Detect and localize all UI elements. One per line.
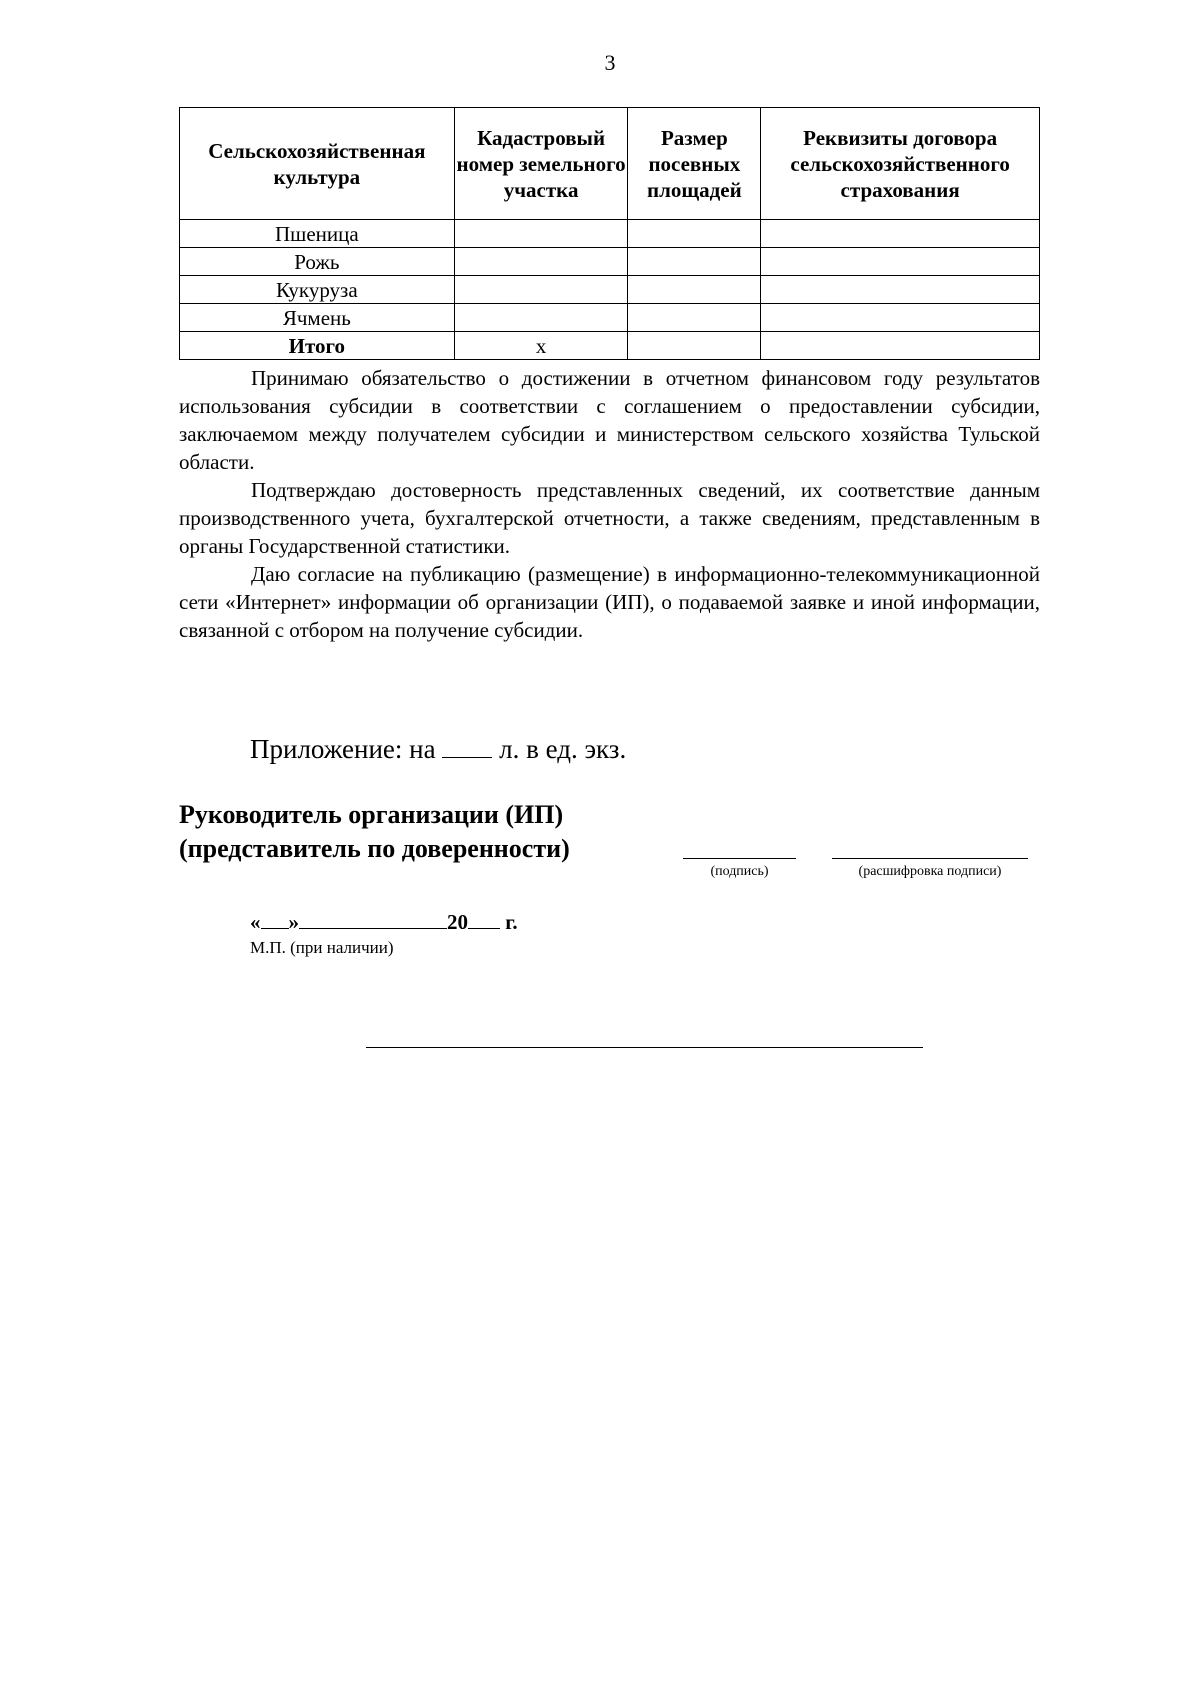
table-row <box>180 276 1040 304</box>
cell-insurance <box>761 220 1040 248</box>
stamp-note: М.П. (при наличии) <box>250 938 394 957</box>
cell-insurance <box>761 276 1040 304</box>
paragraph-obligation: Принимаю обязательство о достижении в отчетном финансовом году результатов использования субсидии в соответствии с соглашением о предоставлении субсидии, заключаемом между получателем субсидии и министерством сельского хозяйства Тульской области. <box>179 366 1040 474</box>
year-suffix: г. <box>505 910 518 934</box>
cell-total-area <box>628 332 761 360</box>
signer-title <box>179 798 570 866</box>
attachment-pages-blank[interactable] <box>442 737 492 758</box>
cell-cadastral <box>454 220 628 248</box>
year-blank[interactable] <box>468 910 500 929</box>
cell-area <box>628 220 761 248</box>
attachment-line <box>250 734 626 765</box>
declaration-text <box>179 364 1040 644</box>
signature-line[interactable] <box>683 858 796 859</box>
cell-crop: Ячмень <box>180 304 455 332</box>
day-blank[interactable] <box>261 910 289 929</box>
attachment-prefix: Приложение: на <box>250 734 436 764</box>
cell-area <box>628 276 761 304</box>
cell-insurance <box>761 304 1040 332</box>
table-row <box>180 304 1040 332</box>
header-cadastral-number: Кадастровый номер земельного участка <box>454 108 628 220</box>
cell-total-cadastral: х <box>454 332 628 360</box>
date-close-quote: » <box>288 910 299 934</box>
cell-total-label: Итого <box>180 332 455 360</box>
table-row <box>180 220 1040 248</box>
cell-crop: Пшеница <box>180 220 455 248</box>
signature-transcript-caption: (расшифровка подписи) <box>858 864 1002 879</box>
year-prefix: 20 <box>447 910 468 934</box>
attachment-suffix: л. в ед. экз. <box>499 734 627 764</box>
cell-insurance <box>761 248 1040 276</box>
month-blank[interactable] <box>299 910 447 929</box>
table-total-row <box>180 332 1040 360</box>
end-divider <box>366 1047 923 1048</box>
signer-line-2: (представитель по доверенности) <box>179 834 570 863</box>
paragraph-consent: Даю согласие на публикацию (размещение) в информационно-телекоммуникационной сети «Интернет» информации об организации (ИП), о подаваемой заявке и иной информации, связанной с отбором на получение субсидии. <box>179 562 1040 642</box>
signature-transcript-line[interactable] <box>832 858 1028 859</box>
cell-crop: Кукуруза <box>180 276 455 304</box>
cell-total-insurance <box>761 332 1040 360</box>
header-sown-area: Размер посевных площадей <box>628 108 761 220</box>
table-header-row <box>180 108 1040 220</box>
header-insurance-details: Реквизиты договора сельскохозяйственного страхования <box>761 108 1040 220</box>
date-line <box>250 910 518 935</box>
table-row <box>180 248 1040 276</box>
cell-cadastral <box>454 276 628 304</box>
cell-area <box>628 248 761 276</box>
cell-cadastral <box>454 248 628 276</box>
signature-caption: (подпись) <box>710 864 769 879</box>
date-open-quote: « <box>250 910 261 934</box>
paragraph-confirmation: Подтверждаю достоверность представленных сведений, их соответствие данным производственного учета, бухгалтерской отчетности, а также сведениям, представленным в органы Государственной статистики. <box>179 478 1040 558</box>
page-number: 3 <box>604 50 616 75</box>
cell-cadastral <box>454 304 628 332</box>
cell-crop: Рожь <box>180 248 455 276</box>
crops-table <box>179 107 1040 360</box>
signer-line-1: Руководитель организации (ИП) <box>179 800 564 829</box>
cell-area <box>628 304 761 332</box>
header-crop: Сельскохозяйственная культура <box>180 108 455 220</box>
